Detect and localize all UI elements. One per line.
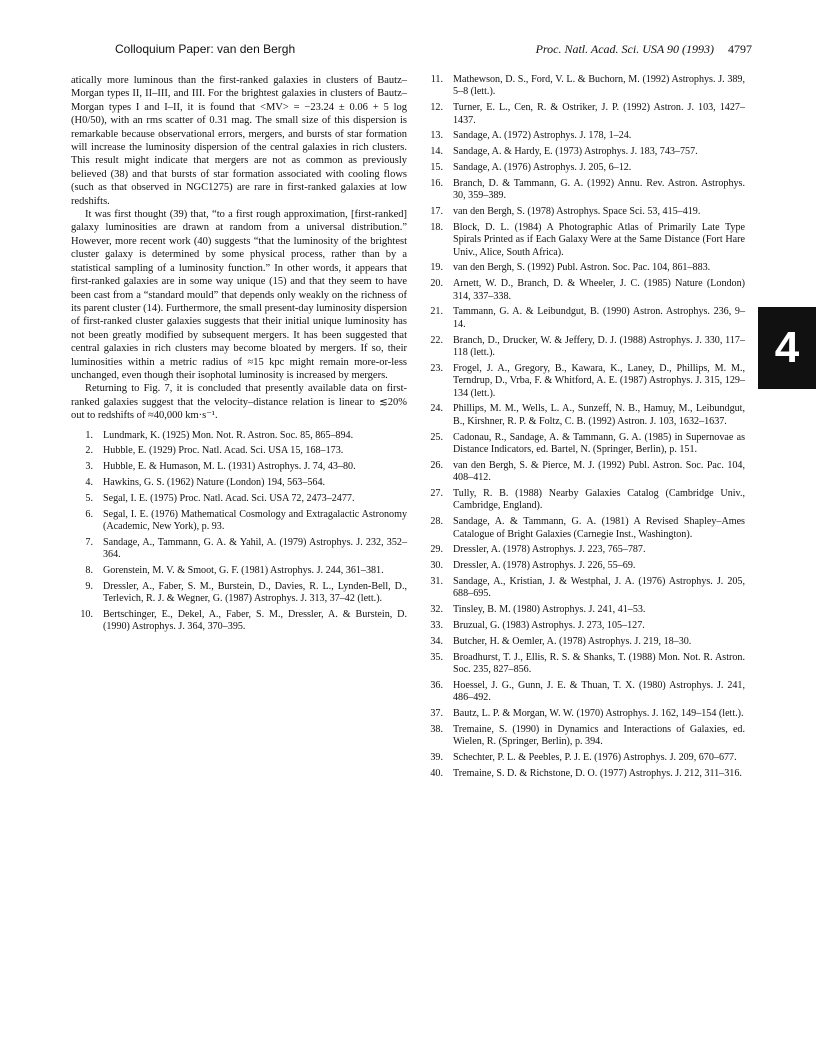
reference-text: van den Bergh, S. (1992) Publ. Astron. Soc. Pac. 104, 861–883. bbox=[453, 262, 711, 274]
reference-text: Turner, E. L., Cen, R. & Ostriker, J. P. (1992) Astron. J. 103, 1427–1437. bbox=[453, 102, 745, 126]
reference-text: Sandage, A. (1972) Astrophys. J. 178, 1–24. bbox=[453, 130, 632, 142]
reference-number: 19. bbox=[430, 262, 443, 274]
reference-number: 32. bbox=[430, 604, 443, 616]
reference-text: Broadhurst, T. J., Ellis, R. S. & Shanks, T. (1988) Mon. Not. R. Astron. Soc. 235, 827–856. bbox=[453, 651, 745, 676]
reference-item bbox=[421, 752, 745, 764]
reference-number: 36. bbox=[430, 679, 443, 691]
reference-item bbox=[71, 493, 407, 505]
reference-item bbox=[421, 516, 745, 541]
reference-text: Mathewson, D. S., Ford, V. L. & Buchorn, M. (1992) Astrophys. J. 389, 5–8 (lett.). bbox=[453, 74, 745, 98]
reference-item bbox=[71, 609, 407, 634]
reference-item bbox=[71, 537, 407, 562]
reference-number: 22. bbox=[430, 334, 443, 346]
page-header bbox=[71, 42, 752, 62]
reference-text: Hawkins, G. S. (1962) Nature (London) 194, 563–564. bbox=[103, 476, 326, 488]
reference-text: Tully, R. B. (1988) Nearby Galaxies Catalog (Cambridge Univ., Cambridge, England). bbox=[453, 488, 745, 512]
reference-item bbox=[421, 768, 745, 780]
reference-text: Gorenstein, M. V. & Smoot, G. F. (1981) Astrophys. J. 244, 361–381. bbox=[103, 564, 384, 576]
reference-item bbox=[421, 652, 745, 677]
reference-text: Sandage, A., Kristian, J. & Westphal, J. A. (1976) Astrophys. J. 205, 688–695. bbox=[453, 576, 745, 600]
reference-text: Tammann, G. A. & Leibundgut, B. (1990) Astron. Astrophys. 236, 9–14. bbox=[453, 306, 745, 330]
reference-number: 33. bbox=[430, 620, 443, 632]
reference-item bbox=[421, 620, 745, 632]
reference-number: 6. bbox=[85, 508, 93, 520]
reference-text: Hubble, E. (1929) Proc. Natl. Acad. Sci. USA 15, 168–173. bbox=[103, 445, 344, 457]
reference-text: Dressler, A. (1978) Astrophys. J. 226, 55–69. bbox=[453, 560, 636, 572]
reference-number: 4. bbox=[85, 476, 93, 488]
reference-number: 14. bbox=[430, 146, 443, 158]
reference-item bbox=[421, 262, 745, 274]
reference-item bbox=[71, 430, 407, 442]
reference-text: van den Bergh, S. & Pierce, M. J. (1992) Publ. Astron. Soc. Pac. 104, 408–412. bbox=[453, 459, 745, 484]
reference-item bbox=[421, 680, 745, 705]
reference-list-left bbox=[71, 430, 407, 634]
paragraph: Returning to Fig. 7, it is concluded that presently available data on first-ranked galaxies suggest that the velocity–distance relation is linear to ≲20% out to redshifts of ≈40,000 km·s⁻¹. bbox=[71, 383, 407, 422]
reference-number: 11. bbox=[430, 74, 443, 85]
reference-item bbox=[421, 560, 745, 572]
reference-number: 1. bbox=[85, 429, 93, 441]
reference-text: Hoessel, J. G., Gunn, J. E. & Thuan, T. X. (1980) Astrophys. J. 241, 486–492. bbox=[453, 679, 745, 704]
reference-item bbox=[421, 544, 745, 556]
reference-number: 38. bbox=[430, 723, 443, 735]
reference-number: 29. bbox=[430, 544, 443, 556]
reference-text: Lundmark, K. (1925) Mon. Not. R. Astron. Soc. 85, 865–894. bbox=[103, 429, 354, 441]
reference-text: Tremaine, S. D. & Richstone, D. O. (1977) Astrophys. J. 212, 311–316. bbox=[453, 767, 742, 779]
reference-number: 12. bbox=[430, 102, 443, 114]
reference-number: 9. bbox=[85, 580, 93, 592]
reference-item bbox=[421, 636, 745, 648]
paragraph: It was first thought (39) that, “to a first rough approximation, [first-ranked] galaxy luminosities are drawn at random from a universal distribution.” However, more recent work (40) suggests “that the luminosity of the brightest cluster galaxy is determined by some physical process, rather than by a statistical sampling of a luminosity function.” In other words, it appears that first-ranked galaxies are in some way unique (15) and that they seem to have been cast from a “standard mould” that depends only weakly on the richness of its parent cluster (14). Furthermore, the small present-day luminosity dispersion of first-ranked cluster galaxies suggests that their initial unique luminosity has not been greatly modified by subsequent mergers. It has been suggested that central galaxies in rich clusters may become bloated by mergers. If so, their luminosities within a metric radius of ≈15 kpc might remain more-or-less unchanged, even though their isophotal luminosity is increased by mergers. bbox=[71, 209, 407, 381]
reference-text: Tremaine, S. (1990) in Dynamics and Interactions of Galaxies, ed. Wielen, R. (Springer, Berlin), p. 394. bbox=[453, 723, 745, 748]
reference-number: 39. bbox=[430, 752, 443, 764]
reference-item bbox=[71, 509, 407, 534]
right-column bbox=[421, 74, 745, 784]
reference-item bbox=[421, 724, 745, 749]
reference-text: Sandage, A., Tammann, G. A. & Yahil, A. (1979) Astrophys. J. 232, 352–364. bbox=[103, 536, 407, 561]
reference-item bbox=[421, 335, 745, 360]
reference-number: 10. bbox=[80, 608, 93, 620]
reference-item bbox=[421, 130, 745, 142]
reference-item bbox=[421, 278, 745, 303]
running-title: Colloquium Paper: van den Bergh bbox=[115, 42, 296, 56]
reference-number: 2. bbox=[85, 445, 93, 457]
reference-text: Phillips, M. M., Wells, L. A., Sunzeff, N. B., Hamuy, M., Leibundgut, B., Kirshner, R. P. & Foltz, C. B. (1992) Astron. J. 103, 1632–1637. bbox=[453, 403, 745, 427]
reference-item bbox=[421, 162, 745, 174]
reference-number: 34. bbox=[430, 635, 443, 647]
reference-text: van den Bergh, S. (1978) Astrophys. Space Sci. 53, 415–419. bbox=[453, 206, 701, 217]
reference-text: Sandage, A. & Hardy, E. (1973) Astrophys. J. 183, 743–757. bbox=[453, 146, 698, 158]
reference-item bbox=[71, 581, 407, 606]
reference-item bbox=[71, 477, 407, 489]
reference-number: 18. bbox=[430, 221, 443, 233]
reference-text: Bertschinger, E., Dekel, A., Faber, S. M., Dressler, A. & Burstein, D. (1990) Astrophys. J. 364, 370–395. bbox=[103, 608, 407, 633]
journal-citation: Proc. Natl. Acad. Sci. USA 90 (1993) bbox=[535, 42, 714, 56]
reference-number: 3. bbox=[85, 461, 93, 473]
reference-item bbox=[421, 576, 745, 601]
reference-number: 40. bbox=[430, 767, 443, 779]
reference-number: 5. bbox=[85, 492, 93, 504]
reference-item bbox=[421, 363, 745, 400]
reference-text: Branch, D., Drucker, W. & Jeffery, D. J. (1988) Astrophys. J. 330, 117–118 (lett.). bbox=[453, 334, 745, 359]
reference-text: Dressler, A., Faber, S. M., Burstein, D., Davies, R. L., Lynden-Bell, D., Terlevich, R. J. & Wegner, G. (1987) Astrophys. J. 313, 37–42 (lett.). bbox=[103, 580, 407, 605]
reference-number: 24. bbox=[430, 403, 443, 415]
reference-number: 31. bbox=[430, 576, 443, 588]
reference-text: Sandage, A. & Tammann, G. A. (1981) A Revised Shapley–Ames Catalogue of Bright Galaxies (Carnegie Inst., Washington). bbox=[453, 516, 745, 540]
reference-item bbox=[421, 146, 745, 158]
reference-text: Block, D. L. (1984) A Photographic Atlas of Primarily Late Type Spirals Printed as if Each Galaxy Were at the Same Distance (Fort Hare Univ., Alice, South Africa). bbox=[453, 221, 745, 258]
reference-number: 37. bbox=[430, 708, 443, 720]
reference-number: 15. bbox=[430, 162, 443, 173]
reference-text: Tinsley, B. M. (1980) Astrophys. J. 241, 41–53. bbox=[453, 604, 646, 616]
reference-text: Arnett, W. D., Branch, D. & Wheeler, J. C. (1985) Nature (London) 314, 337–338. bbox=[453, 278, 745, 302]
body-text bbox=[71, 74, 407, 423]
reference-number: 25. bbox=[430, 431, 443, 443]
reference-number: 17. bbox=[430, 206, 443, 217]
reference-item bbox=[71, 565, 407, 577]
reference-item bbox=[421, 222, 745, 259]
reference-number: 20. bbox=[430, 278, 443, 290]
reference-item bbox=[421, 460, 745, 485]
reference-number: 35. bbox=[430, 651, 443, 663]
reference-text: Sandage, A. (1976) Astrophys. J. 205, 6–12. bbox=[453, 162, 632, 173]
reference-item bbox=[421, 306, 745, 331]
reference-text: Schechter, P. L. & Peebles, P. J. E. (1976) Astrophys. J. 209, 670–677. bbox=[453, 752, 737, 764]
reference-number: 26. bbox=[430, 459, 443, 471]
reference-item bbox=[421, 403, 745, 428]
reference-text: Butcher, H. & Oemler, A. (1978) Astrophys. J. 219, 18–30. bbox=[453, 635, 692, 647]
reference-item bbox=[421, 604, 745, 616]
reference-number: 8. bbox=[85, 564, 93, 576]
reference-text: Hubble, E. & Humason, M. L. (1931) Astrophys. J. 74, 43–80. bbox=[103, 461, 356, 473]
reference-number: 13. bbox=[430, 130, 443, 142]
left-column bbox=[71, 74, 407, 637]
reference-number: 7. bbox=[85, 536, 93, 548]
reference-item bbox=[421, 708, 745, 720]
reference-text: Dressler, A. (1978) Astrophys. J. 223, 765–787. bbox=[453, 544, 646, 556]
reference-number: 21. bbox=[430, 306, 443, 318]
reference-item bbox=[421, 178, 745, 203]
reference-item bbox=[421, 488, 745, 513]
page-number: 4797 bbox=[728, 42, 752, 56]
reference-number: 16. bbox=[430, 177, 443, 189]
reference-text: Bruzual, G. (1983) Astrophys. J. 273, 105–127. bbox=[453, 620, 645, 632]
section-tab: 4 bbox=[758, 307, 816, 389]
reference-text: Segal, I. E. (1976) Mathematical Cosmology and Extragalactic Astronomy (Academic, New York), p. 93. bbox=[103, 508, 407, 532]
reference-list-right bbox=[421, 74, 745, 780]
reference-number: 30. bbox=[430, 560, 443, 572]
reference-item bbox=[421, 432, 745, 457]
reference-text: Cadonau, R., Sandage, A. & Tammann, G. A. (1985) in Supernovae as Distance Indicators, ed. Bartel, N. (Springer, Berlin), p. 151. bbox=[453, 431, 745, 456]
reference-item bbox=[421, 74, 745, 99]
reference-number: 28. bbox=[430, 516, 443, 528]
reference-text: Bautz, L. P. & Morgan, W. W. (1970) Astrophys. J. 162, 149–154 (lett.). bbox=[453, 708, 744, 720]
reference-item bbox=[421, 206, 745, 218]
reference-item bbox=[71, 445, 407, 457]
reference-item bbox=[421, 102, 745, 127]
reference-number: 23. bbox=[430, 362, 443, 374]
reference-number: 27. bbox=[430, 488, 443, 500]
reference-text: Branch, D. & Tammann, G. A. (1992) Annu. Rev. Astron. Astrophys. 30, 359–389. bbox=[453, 177, 745, 202]
reference-item bbox=[71, 461, 407, 473]
reference-text: Segal, I. E. (1975) Proc. Natl. Acad. Sci. USA 72, 2473–2477. bbox=[103, 492, 355, 504]
reference-text: Frogel, J. A., Gregory, B., Kawara, K., Laney, D., Phillips, M. M., Terndrup, D., Vrba, F. & Whitford, A. E. (1987) Astrophys. J. 315, 129–134 (lett.). bbox=[453, 362, 745, 399]
paragraph: atically more luminous than the first-ranked galaxies in clusters of Bautz–Morgan types II, II–III, and III. For the brightest galaxies in clusters of Bautz–Morgan types I and I–II, it is found that <MV> = −23.24 ± 0.06 + 5 log (H0/50), with an rms scatter of 0.31 mag. The small size of this dispersion is remarkable because observational errors, mergers, and bursts of star formation will increase the luminosity dispersion of the central galaxies in rich clusters. This result might indicate that mergers are not as common as previously believed (38) and that bursts of star formation associated with cooling flows (such as that observed in NGC1275) are rare in first-ranked galaxies at low redshifts. bbox=[71, 75, 407, 207]
